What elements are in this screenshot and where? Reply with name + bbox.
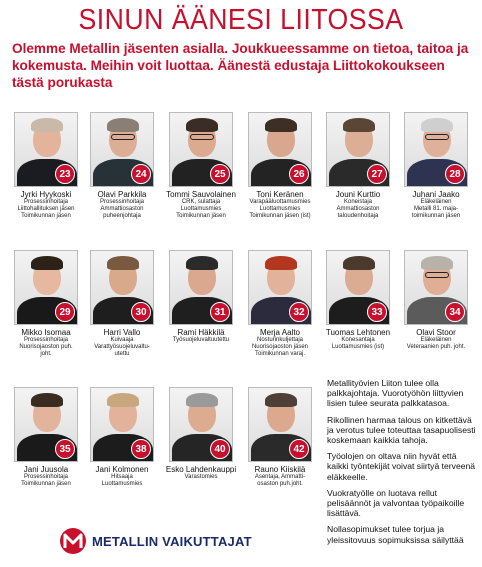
candidate-role: Konesantaja Luottamusmies (ist) bbox=[331, 337, 385, 350]
candidate-role: Kuivaaja Varattyösuojeluvaltu- utettu bbox=[94, 337, 150, 357]
candidate-name: Jani Juusola bbox=[23, 465, 69, 474]
candidate-number-badge: 38 bbox=[131, 439, 151, 459]
candidate-role: Prosessinhoitaja Liittohallituksen jäsen Toimikunnan jäsen bbox=[17, 199, 75, 219]
candidate-photo bbox=[326, 250, 390, 325]
candidate-photo bbox=[248, 387, 312, 462]
candidate-name: Rauno Kiiskilä bbox=[254, 465, 306, 474]
candidate-number-badge: 33 bbox=[367, 302, 387, 322]
candidate-role: CRK, sulattaja Luottamusmies Toimikunnan jäsen bbox=[176, 199, 226, 219]
candidate-card bbox=[10, 250, 82, 358]
intro-text: Olemme Metallin jäsenten asialla. Joukkueessamme on tietoa, taitoa ja kokemusta. Meihin voit luottaa. Äänestä edustaja Liittokokoukseen tästä porukasta bbox=[12, 41, 469, 90]
candidate-name: Tommi Sauvolainen bbox=[166, 190, 236, 199]
bullet-text: Vuokratyölle on luotava rellut pelisäännöt ja valvontaa työpaikoille lisättävä. bbox=[327, 487, 465, 519]
candidate-number-badge: 27 bbox=[367, 164, 387, 184]
candidate-photo bbox=[90, 387, 154, 462]
candidate-card bbox=[244, 250, 316, 358]
candidate-name: Jani Kolmonen bbox=[95, 465, 149, 474]
candidate-name: Harri Vallo bbox=[103, 328, 141, 337]
logo bbox=[60, 527, 252, 555]
candidate-card bbox=[244, 387, 316, 488]
candidate-role: Prosessinhoitaja Ammattiosaston puheenjohtaja bbox=[99, 199, 145, 219]
candidate-photo bbox=[90, 112, 154, 187]
candidate-card bbox=[322, 112, 394, 220]
candidate-name: Esko Lahdenkauppi bbox=[165, 465, 237, 474]
candidate-role: Prosessinhoitaja Toimikunnan jäsen bbox=[21, 474, 71, 487]
bullet-text: Työolojen on oltava niin hyvät että kaikki työntekijät voivat siirtyä terveenä eläkkeelle. bbox=[327, 451, 476, 482]
candidate-photo bbox=[326, 112, 390, 187]
candidate-role: Koneistaja Ammattiosaston taloudenhoitaja bbox=[336, 199, 380, 219]
candidate-number-badge: 26 bbox=[289, 164, 309, 184]
candidate-photo bbox=[248, 112, 312, 187]
candidate-card bbox=[10, 387, 82, 488]
candidate-name: Jyrki Hyykoski bbox=[20, 190, 72, 199]
candidate-number-badge: 31 bbox=[210, 302, 230, 322]
candidate-card bbox=[165, 387, 237, 481]
candidate-photo bbox=[90, 250, 154, 325]
candidate-photo bbox=[404, 250, 468, 325]
candidate-role: Työsuojeluvaltuutettu bbox=[172, 337, 230, 343]
logo-text: METALLIN VAIKUTTAJAT bbox=[92, 533, 252, 549]
candidate-name: Olavi Parkkila bbox=[97, 190, 147, 199]
candidate-photo bbox=[14, 250, 78, 325]
candidate-photo bbox=[404, 112, 468, 187]
candidate-photo bbox=[14, 387, 78, 462]
logo-mark bbox=[60, 528, 86, 554]
candidate-number-badge: 24 bbox=[131, 164, 151, 184]
candidate-role: Varapääluottamusmies Luottamusmies Toimikunnan jäsen (ist) bbox=[249, 199, 311, 219]
bullet-text: Metallityövien Liiton tulee olla palkkajohtaja. Vuorotyöhön liittyvien lisien tulee seurata palkkatasoa. bbox=[327, 378, 464, 409]
candidate-number-badge: 28 bbox=[445, 164, 465, 184]
candidate-name: Rami Häkkilä bbox=[177, 328, 225, 337]
candidate-photo bbox=[169, 387, 233, 462]
candidate-name: Juhani Jaako bbox=[412, 190, 460, 199]
candidate-card bbox=[400, 250, 472, 351]
candidate-card bbox=[400, 112, 472, 220]
candidate-role: Eläkeläinen Metalli 81. maja- toimikunnan jäsen bbox=[411, 199, 461, 219]
candidate-name: Tuomas Lehtonen bbox=[325, 328, 391, 337]
candidate-name: Jouni Kurttio bbox=[335, 190, 381, 199]
candidate-role: Hitsaaja Luottamusmies bbox=[101, 474, 143, 487]
candidate-card bbox=[244, 112, 316, 220]
candidate-role: Prosessinhoitaja Nuorisojaoston puh. joht. bbox=[19, 337, 73, 357]
candidate-number-badge: 34 bbox=[445, 302, 465, 322]
candidate-role: Nosturinkuljettaja Nuorisojaoston jäsen Toimikunnan varaj. bbox=[251, 337, 309, 357]
candidate-number-badge: 42 bbox=[289, 439, 309, 459]
candidate-role: Asentaja, Ammatti- osaston puh.joht. bbox=[254, 474, 306, 487]
candidate-card bbox=[86, 112, 158, 220]
candidate-photo bbox=[248, 250, 312, 325]
logo-m-icon bbox=[63, 532, 83, 550]
candidate-number-badge: 32 bbox=[289, 302, 309, 322]
candidate-number-badge: 23 bbox=[55, 164, 75, 184]
candidate-card bbox=[86, 387, 158, 488]
headline: SINUN ÄÄNESI LIITOSSA bbox=[78, 4, 404, 36]
candidate-number-badge: 30 bbox=[131, 302, 151, 322]
candidate-card bbox=[10, 112, 82, 220]
candidate-role: Eläkeläinen Veteraanien puh. joht. bbox=[406, 337, 466, 350]
candidate-photo bbox=[169, 250, 233, 325]
candidate-number-badge: 29 bbox=[55, 302, 75, 322]
candidate-name: Olavi Stoor bbox=[416, 328, 456, 337]
candidate-number-badge: 35 bbox=[55, 439, 75, 459]
platform-bullets bbox=[327, 378, 477, 551]
candidate-number-badge: 25 bbox=[210, 164, 230, 184]
candidate-photo bbox=[169, 112, 233, 187]
bullet-text: Nollasopimukset tulee torjua ja yleissitovuus sopimuksissa säilyttää bbox=[327, 524, 464, 545]
bullet-text: Rikollinen harmaa talous on kitkettävä ja verotus tulee toteuttaa tasapuolisesti koskemaan kaikkia tahoja. bbox=[327, 414, 476, 446]
candidate-name: Toni Keränen bbox=[256, 190, 304, 199]
candidate-card bbox=[322, 250, 394, 351]
candidate-role: Varastomies bbox=[184, 474, 218, 480]
candidate-number-badge: 40 bbox=[210, 439, 230, 459]
candidate-name: Merja Aalto bbox=[259, 328, 301, 337]
candidate-name: Mikko Isomaa bbox=[21, 328, 71, 337]
candidate-card bbox=[165, 250, 237, 344]
candidate-photo bbox=[14, 112, 78, 187]
candidate-card bbox=[165, 112, 237, 220]
candidate-card bbox=[86, 250, 158, 358]
